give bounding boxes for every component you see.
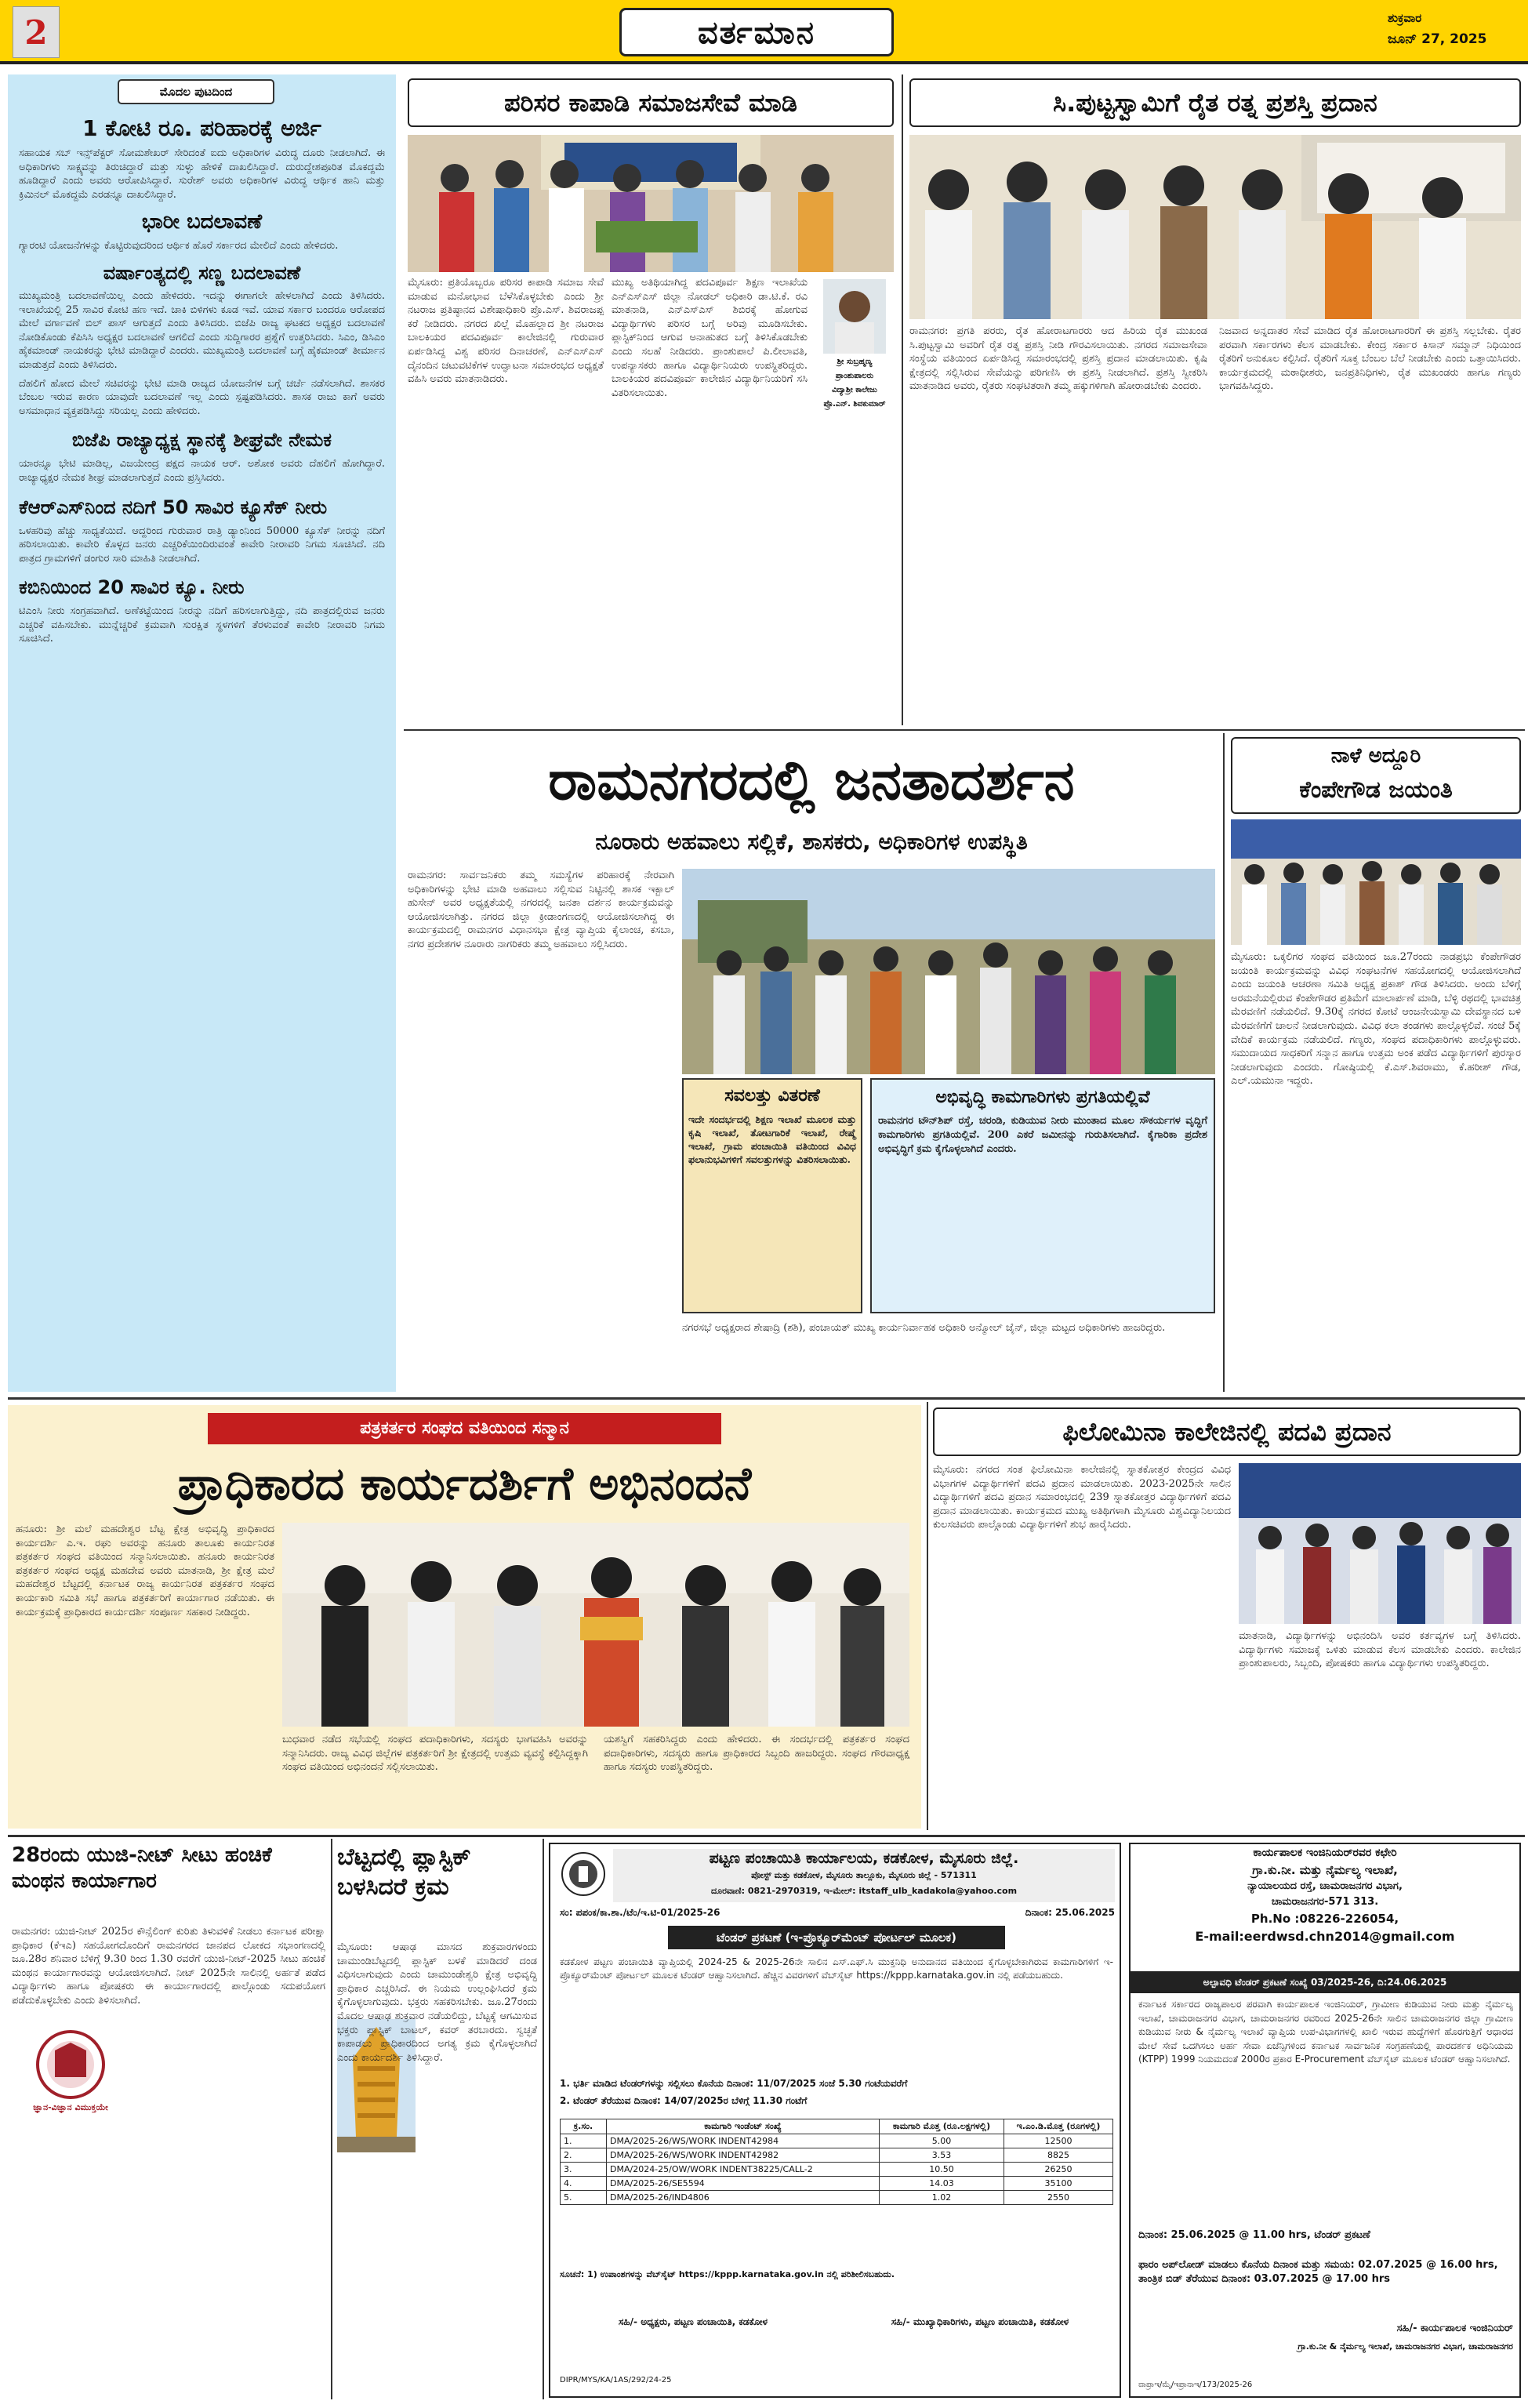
divider	[543, 1839, 544, 2399]
page-number-text: 2	[24, 13, 48, 52]
table-cell: 1.	[561, 2134, 607, 2148]
kadakola-sign-left: ಸಹಿ/- ಅಧ್ಯಕ್ಷರು, ಪಟ್ಟಣ ಪಂಚಾಯಿತಿ, ಕಡಕೋಳ	[619, 2316, 768, 2327]
kadakola-code: DIPR/MYS/KA/1AS/292/24-25	[560, 2376, 672, 2384]
workshop-text: ರಾಮನಗರ: ಯುಜಿ-ನೀಟ್ 2025ರ ಕೌನ್ಸೆಲಿಂಗ್ ಕುರಿತು ತಿಳುವಳಿಕೆ ನೀಡಲು ಕರ್ನಾಟಕ ಪರೀಕ್ಷಾ ಪ್ರಾಧಿಕಾರ (ಕೆಇಎ) ಸಹಯೋಗದೊಂದಿಗೆ ರಾಮನಗರದ ಜಾನಪದ ಲೋಕದ ಸಭಾಂಗಣದಲ್ಲಿ ಜೂ.28ರ ಶನಿವಾರ ಬೆಳಿಗ್ಗೆ 9.30 ರಿಂದ 1.30 ರವರೆಗೆ ಯುಜಿ-ನೀಟ್-2025 ಸೀಟು ಹಂಚಿಕೆ ಮಂಥನ ಕಾರ್ಯಾಗಾರವನ್ನು ಆಯೋಜಿಸಲಾಗಿದೆ. ನೀಟ್ 2025ನೇ ಸಾಲಿನಲ್ಲಿ ಅರ್ಹತೆ ಪಡೆದ ವಿದ್ಯಾರ್ಥಿಗಳು ಹಾಗೂ ಪೋಷಕರು ಈ ಕಾರ್ಯಾಗಾರದಲ್ಲಿ ಪಾಲ್ಗೊಂಡು ಸದುಪಯೋಗ ಪಡೆದುಕೊಳ್ಳಬೇಕು ಎಂದು ತಿಳಿಸಲಾಗಿದೆ.	[12, 1926, 325, 2007]
plastic-text: ಮೈಸೂರು: ಆಷಾಢ ಮಾಸದ ಶುಕ್ರವಾರಗಳಂದು ಚಾಮುಂಡಿಬೆಟ್ಟದಲ್ಲಿ ಪ್ಲಾಸ್ಟಿಕ್ ಬಳಕೆ ಮಾಡಿದರೆ ದಂಡ ವಿಧಿಸಲಾಗುವುದು ಎಂದು ಚಾಮುಂಡೇಶ್ವರಿ ಕ್ಷೇತ್ರ ಅಭಿವೃದ್ಧಿ ಪ್ರಾಧಿಕಾರ ಎಚ್ಚರಿಸಿದೆ. ಈ ನಿಯಮ ಉಲ್ಲಂಘಿಸಿದರೆ ಕ್ರಮ ಕೈಗೊಳ್ಳಲಾಗುವುದು. ಭಕ್ತರು ಸಹಕರಿಸಬೇಕು. ಜೂ.27ರಂದು ಮೊದಲ ಆಷಾಢ ಶುಕ್ರವಾರ ನಡೆಯಲಿದ್ದು, ಬೆಟ್ಟಕ್ಕೆ ಆಗಮಿಸುವ ಭಕ್ತರು ಪ್ಲಾಸ್ಟಿಕ್ ಬಾಟಲ್, ಕವರ್ ತರಬಾರದು. ಸ್ವಚ್ಛತೆ ಕಾಪಾಡಲು ಪ್ರಾಧಿಕಾರದಿಂದ ಅಗತ್ಯ ಕ್ರಮ ಕೈಗೊಳ್ಳಲಾಗಿದೆ ಎಂದು ಕಾರ್ಯದರ್ಶಿ ತಿಳಿಸಿದ್ದಾರೆ.	[337, 1941, 537, 2064]
lc-text-2: ಗ್ಯಾರಂಟಿ ಯೋಜನೆಗಳನ್ನು ಕೊಟ್ಟಿರುವುದರಿಂದ ಆರ್ಥಿಕ ಹೊರೆ ಸರ್ಕಾರದ ಮೇಲಿದೆ ಎಂದು ಹೇಳಿದರು.	[19, 240, 339, 252]
lc-heading-2: ಭಾರೀ ಬದಲಾವಣೆ	[141, 210, 263, 234]
parisara-col-2: ಮುಖ್ಯ ಅತಿಥಿಯಾಗಿದ್ದ ಪದವಿಪೂರ್ವ ಶಿಕ್ಷಣ ಇಲಾಖೆಯ ಎನ್‌ಎಸ್‌ಎಸ್ ಜಿಲ್ಲಾ ನೋಡಲ್ ಅಧಿಕಾರಿ ಡಾ.ಟಿ.ಕೆ. ರವಿ ಮಾತನಾಡಿ, ಎನ್‌ಎಸ್‌ಎಸ್ ಶಿಬಿರಕ್ಕೆ ಹೋಗುವ ವಿದ್ಯಾರ್ಥಿಗಳು ಪರಿಸರ ಬಗ್ಗೆ ಅರಿವು ಮೂಡಿಸಬೇಕು. ಪ್ಲಾಸ್ಟಿಕ್‌ನಿಂದ ಆಗುವ ಅನಾಹುತದ ಬಗ್ಗೆ ತಿಳಿಸಿಕೊಡಬೇಕು ಎಂದು ಸಲಹೆ ನೀಡಿದರು. ಪ್ರಾಂಶುಪಾಲೆ ಪಿ.ಲೀಲಾವತಿ, ಉಪನ್ಯಾಸಕರು ಹಾಗೂ ವಿದ್ಯಾರ್ಥಿನಿಯರು ಉಪಸ್ಥಿತರಿದ್ದರು. ಬಾಲಕಿಯರ ಪದವಿಪೂರ್ವ ಕಾಲೇಜಿನ ವಿದ್ಯಾರ್ಥಿನಿಯರಿಗೆ ಸಸಿ ವಿತರಿಸಲಾಯಿತು.	[612, 277, 808, 399]
eerdwsd-header	[1131, 1844, 1519, 1970]
masthead-date: ಜೂನ್ 27, 2025	[1388, 31, 1487, 47]
abhivruddhi-title: ಅಭಿವೃದ್ಧಿ ಕಾಮಗಾರಿಗಳು ಪ್ರಗತಿಯಲ್ಲಿವೆ	[935, 1088, 1150, 1107]
eerdwsd-line-3: ನ್ಯಾಯಾಲಯದ ರಸ್ತೆ, ಚಾಮರಾಜನಗರ ವಿಭಾಗ,	[1247, 1880, 1403, 1892]
parisara-photo	[408, 135, 894, 272]
eerdwsd-line-1: ಕಾರ್ಯಪಾಲಕ ಇಂಜಿನಿಯರ್‌ರವರ ಕಛೇರಿ	[1253, 1847, 1397, 1859]
divider	[927, 1402, 928, 1830]
eerdwsd-schedule-2: ಫಾರಂ ಅಪ್‌ಲೋಡ್ ಮಾಡಲು ಕೊನೆಯ ದಿನಾಂಕ ಮತ್ತು ಸಮಯ: 02.07.2025 @ 16.00 hrs, ತಾಂತ್ರಿಕ ಬಿಡ್ ತೆರೆಯುವ ದಿನಾಂಕ: 03.07.2025 @ 17.00 hrs	[1138, 2259, 1498, 2285]
table-cell: 5.	[561, 2191, 607, 2205]
kadakola-header	[613, 1849, 1115, 1902]
lc-heading-4: ಬಿಜೆಪಿ ರಾಜ್ಯಾಧ್ಯಕ್ಷ ಸ್ಥಾನಕ್ಕೆ ಶೀಘ್ರವೇ ನೇಮಕ	[71, 429, 332, 452]
kempegowda-text: ಮೈಸೂರು: ಒಕ್ಕಲಿಗರ ಸಂಘದ ವತಿಯಿಂದ ಜೂ.27ರಂದು ನಾಡಪ್ರಭು ಕೆಂಪೇಗೌಡರ ಜಯಂತಿ ಕಾರ್ಯಕ್ರಮವನ್ನು ವಿವಿಧ ಸಂಘಟನೆಗಳ ಸಹಯೋಗದಲ್ಲಿ ಆಯೋಜಿಸಲಾಗಿದೆ ಎಂದು ಜಯಂತಿ ಆಚರಣಾ ಸಮಿತಿ ಅಧ್ಯಕ್ಷ ಪ್ರಕಾಶ್ ಗೌಡ ತಿಳಿಸಿದರು. ಅಂದು ಬೆಳಿಗ್ಗೆ ಅರಮನೆಯಲ್ಲಿರುವ ಕೆಂಪೇಗೌಡರ ಪ್ರತಿಮೆಗೆ ಮಾಲಾರ್ಪಣೆ ಮಾಡಿ, ಬೆಳ್ಳಿ ರಥದಲ್ಲಿ ಭಾವಚಿತ್ರ ಮೆರವಣಿಗೆ ನಡೆಯಲಿದೆ. 9.30ಕ್ಕೆ ನಗರದ ಕೋಟೆ ಆಂಜನೇಯಸ್ವಾಮಿ ದೇವಸ್ಥಾನದ ಬಳಿ ಮೆರವಣಿಗೆಗೆ ಚಾಲನೆ ನೀಡಲಾಗುವುದು. ವಿವಿಧ ಕಲಾ ತಂಡಗಳು ಪಾಲ್ಗೊಳ್ಳಲಿವೆ. ಸಂಜೆ 5ಕ್ಕೆ ವೇದಿಕೆ ಕಾರ್ಯಕ್ರಮ ನಡೆಯಲಿದೆ. ಗಣ್ಯರು, ಸಂಘದ ಪದಾಧಿಕಾರಿಗಳು ಪಾಲ್ಗೊಳ್ಳುವರು. ಸಮುದಾಯದ ಸಾಧಕರಿಗೆ ಸನ್ಮಾನ ಹಾಗೂ ಉತ್ತಮ ಅಂಕ ಪಡೆದ ವಿದ್ಯಾರ್ಥಿಗಳಿಗೆ ಪುರಸ್ಕಾರ ನೀಡಲಾಗುವುದು ಎಂದರು. ಗೋಷ್ಠಿಯಲ್ಲಿ ಕೆ.ಎಸ್.ಶಿವರಾಮು, ಕೆ.ಹರೀಶ್ ಗೌಡ, ಎಲ್.ಯಮುನಾ ಇದ್ದರು.	[1231, 951, 1521, 1088]
parisara-inset	[815, 274, 894, 427]
table-cell: 12500	[1004, 2134, 1113, 2148]
kadakola-contact: ದೂರವಾಣಿ: 0821-2970319, ಇ-ಮೇಲ್: itstaff_ulb_kadakola@yahoo.com	[710, 1886, 1018, 1896]
parisara-inset-cap-3: ವಿದ್ಯಾಶ್ರೀ ಕಾಲೇಜು	[832, 386, 877, 394]
ramanagara-photo	[682, 869, 1215, 1074]
savalattu-title: ಸವಲತ್ತು ವಿತರಣೆ	[724, 1086, 820, 1106]
table-header-cell: ಕಾಮಗಾರಿ ಇಂಡೆಂಟ್ ಸಂಖ್ಯೆ	[607, 2119, 880, 2134]
pradhikara-headline: ಪ್ರಾಧಿಕಾರದ ಕಾರ್ಯದರ್ಶಿಗೆ ಅಭಿನಂದನೆ	[177, 1457, 752, 1510]
philomena-headline-box	[933, 1407, 1521, 1456]
table-cell: 2.	[561, 2148, 607, 2163]
continued-label-box	[118, 79, 274, 104]
parisara-inset-photo	[823, 279, 886, 354]
pradhikara-banner-text: ಪತ್ರಕರ್ತರ ಸಂಘದ ವತಿಯಿಂದ ಸನ್ಮಾನ	[360, 1418, 569, 1438]
masthead-title-box	[619, 8, 894, 56]
eerdwsd-sign-2: ಗ್ರಾ.ಕು.ನೀ & ನೈರ್ಮಲ್ಯ ಇಲಾಖೆ, ಚಾಮರಾಜನಗರ ವಿಭಾಗ, ಚಾಮರಾಜನಗರ	[1298, 2341, 1513, 2352]
table-row	[561, 2191, 1113, 2205]
table-row	[561, 2134, 1113, 2148]
divider	[8, 1835, 1525, 1837]
lc-heading-3: ವರ್ಷಾಂತ್ಯದಲ್ಲಿ ಸಣ್ಣ ಬದಲಾವಣೆ	[103, 261, 301, 284]
puttaswamy-headline-box	[909, 78, 1521, 127]
kadakola-org: ಪಟ್ಟಣ ಪಂಚಾಯಿತಿ ಕಾರ್ಯಾಲಯ, ಕಡಕೋಳ, ಮೈಸೂರು ಜಿಲ್ಲೆ.	[709, 1850, 1019, 1867]
parisara-headline: ಪರಿಸರ ಕಾಪಾಡಿ ಸಮಾಜಸೇವೆ ಮಾಡಿ	[504, 88, 797, 118]
paper-name: ವರ್ತಮಾನ	[698, 15, 815, 51]
eerdwsd-email: E-mail:eerdwsd.chn2014@gmail.com	[1195, 1929, 1455, 1944]
lc-text-4: ದೆಹಲಿಗೆ ಹೋದ ಮೇಲೆ ಸಚಿವರನ್ನು ಭೇಟಿ ಮಾಡಿ ರಾಜ್ಯದ ಯೋಜನೆಗಳ ಬಗ್ಗೆ ಚರ್ಚೆ ನಡೆಸಲಾಗಿದೆ. ಶಾಸಕರ ಬೆಂಬಲ ಇರುವ ಕಾರಣ ಯಾವುದೇ ಬದಲಾವಣೆ ಇಲ್ಲ ಎಂದು ಸ್ಪಷ್ಟಪಡಿಸಿದರು. ಶಾಸಕ ರಾಜು ಕಾಗೆ ಅವರು ಅಸಮಾಧಾನ ವ್ಯಕ್ತಪಡಿಸಿದ್ದು ಸರಿಯಲ್ಲ ಎಂದು ಹೇಳಿದರು.	[19, 377, 385, 417]
table-header-cell: ಕ್ರ.ಸಂ.	[561, 2119, 607, 2134]
abhivruddhi-text: ರಾಮನಗರ ಟೌನ್‌ಶಿಪ್ ರಸ್ತೆ, ಚರಂಡಿ, ಕುಡಿಯುವ ನೀರು ಮುಂತಾದ ಮೂಲ ಸೌಕರ್ಯಗಳ ವೃದ್ಧಿಗೆ ಕಾಮಗಾರಿಗಳು ಪ್ರಗತಿಯಲ್ಲಿವೆ. 200 ಎಕರೆ ಜಮೀನನ್ನು ಗುರುತಿಸಲಾಗಿದೆ. ಕೈಗಾರಿಕಾ ಪ್ರದೇಶ ಅಭಿವೃದ್ಧಿಗೆ ಕ್ರಮ ಕೈಗೊಳ್ಳಲಾಗಿದೆ ಎಂದರು.	[878, 1115, 1207, 1155]
ramanagara-col-1: ರಾಮನಗರ: ಸಾರ್ವಜನಿಕರು ತಮ್ಮ ಸಮಸ್ಯೆಗಳ ಪರಿಹಾರಕ್ಕೆ ನೇರವಾಗಿ ಅಧಿಕಾರಿಗಳನ್ನು ಭೇಟಿ ಮಾಡಿ ಅಹವಾಲು ಸಲ್ಲಿಸುವ ನಿಟ್ಟಿನಲ್ಲಿ ಶಾಸಕ ಇಕ್ಬಾಲ್ ಹುಸೇನ್ ಅವರ ಅಧ್ಯಕ್ಷತೆಯಲ್ಲಿ ನಗರದಲ್ಲಿ ಜನತಾ ದರ್ಶನ ಕಾರ್ಯಕ್ರಮವನ್ನು ಆಯೋಜಿಸಲಾಗಿತ್ತು. ನಗರದ ಜಿಲ್ಲಾ ಕ್ರೀಡಾಂಗಣದಲ್ಲಿ ಆಯೋಜಿಸಲಾಗಿದ್ದ ಈ ಕಾರ್ಯಕ್ರಮದಲ್ಲಿ ರಾಮನಗರ ವಿಧಾನಸಭಾ ಕ್ಷೇತ್ರ ವ್ಯಾಪ್ತಿಯ ಕೈಲಾಂಚ, ಕಸಬಾ, ನಗರ ಪ್ರದೇಶಗಳ ನೂರಾರು ನಾಗರಿಕರು ತಮ್ಮ ಅಹವಾಲು ಸಲ್ಲಿಸಿದರು.	[408, 870, 674, 950]
left-continued-column	[8, 74, 396, 1392]
kadakola-tender-table	[560, 2119, 1113, 2205]
pradhikara-photo	[282, 1523, 909, 1727]
pradhikara-banner	[208, 1413, 721, 1444]
table-cell: 8825	[1004, 2148, 1113, 2163]
ramanagara-box-savalattu	[682, 1078, 862, 1313]
pradhikara-col-2: ಬುಧವಾರ ನಡೆದ ಸಭೆಯಲ್ಲಿ ಸಂಘದ ಪದಾಧಿಕಾರಿಗಳು, ಸದಸ್ಯರು ಭಾಗವಹಿಸಿ ಅವರನ್ನು ಸನ್ಮಾನಿಸಿದರು. ರಾಜ್ಯ ವಿವಿಧ ಜಿಲ್ಲೆಗಳ ಪತ್ರಕರ್ತರಿಗೆ ಶ್ರೀ ಕ್ಷೇತ್ರದಲ್ಲಿ ಉತ್ತಮ ವ್ಯವಸ್ಥೆ ಕಲ್ಪಿಸಿದ್ದಕ್ಕಾಗಿ ಸಂಘದ ವತಿಯಿಂದ ಅಭಿನಂದನೆ ಸಲ್ಲಿಸಲಾಯಿತು.	[282, 1734, 588, 1774]
eerdwsd-notice-header-box	[1131, 1971, 1519, 1993]
table-cell: DMA/2025-26/IND4806	[607, 2191, 880, 2205]
kempegowda-headline-1: ನಾಳೆ ಅದ್ದೂರಿ	[1330, 744, 1421, 768]
kadakola-body: ಕಡಕೋಳ ಪಟ್ಟಣ ಪಂಚಾಯಿತಿ ವ್ಯಾಪ್ತಿಯಲ್ಲಿ 2024-25 & 2025-26ನೇ ಸಾಲಿನ ಎಸ್.ಎಫ್.ಸಿ ಮುಕ್ತನಿಧಿ ಅನುದಾನದ ವತಿಯಿಂದ ಕೈಗೊಳ್ಳಬೇಕಾಗಿರುವ ಕಾಮಗಾರಿಗಳಿಗೆ ಇ-ಪ್ರೊಕ್ಯೂರ್‌ಮೆಂಟ್ ಪೋರ್ಟಲ್ ಮೂಲಕ ಟೆಂಡರ್ ಆಹ್ವಾನಿಸಲಾಗಿದೆ. ಹೆಚ್ಚಿನ ವಿವರಗಳಿಗೆ ವೆಬ್‌ಸೈಟ್ https://kppp.karnataka.gov.in ನಲ್ಲಿ ಪಡೆಯಬಹುದು.	[560, 1956, 1113, 1981]
lc-text-3: ಮುಖ್ಯಮಂತ್ರಿ ಬದಲಾವಣೆಯಿಲ್ಲ ಎಂದು ಹೇಳಿದರು. ಇದನ್ನು ಈಗಾಗಲೇ ಹೇಳಲಾಗಿದೆ ಎಂದು ತಿಳಿಸಿದರು. ಇಲಾಖೆಯಲ್ಲಿ 25 ಸಾವಿರ ಕೋಟಿ ಹಣ ಇದೆ. ಚಾಕಿ ಬಿಳಿಗಳು ಕೂಡ ಇವೆ. ಯಾವ ಸರ್ಕಾರ ಬಂದರೂ ಆರೋಪದ ಮೇಲೆ ವರ್ಗಾವಣೆ ಬಿಲ್ ಪಾಸ್ ಆಗುತ್ತದೆ ಎಂದು ತಿಳಿಸಿದರು. ಬಿಜೆಪಿ ರಾಜ್ಯ ಘಟಕದ ಅಧ್ಯಕ್ಷರ ಬದಲಾವಣೆ ನೋಡಿಕೊಂಡು ಕೆಪಿಸಿಸಿ ಅಧ್ಯಕ್ಷರ ಬದಲಾವಣೆ ಆಗಲಿದೆ ಎಂದು ಸುದ್ದಿಗಾರರ ಪ್ರಶ್ನೆಗೆ ಉತ್ತರಿಸಿದರು. ಸಿಎಂ, ಡಿಸಿಎಂ ಹೈಕಮಾಂಡ್ ನಾಯಕರನ್ನು ಭೇಟಿ ಮಾಡಿದ್ದಾರೆ ಎಂದರು. ಮುಖ್ಯಮಂತ್ರಿ ಬದಲಾವಣೆ ಬಗ್ಗೆ ಹೈಕಮಾಂಡ್ ತೀರ್ಮಾನ ಮಾಡುತ್ತದೆ ಎಂದು ತಿಳಿಸಿದರು.	[19, 289, 385, 371]
ramanagara-footer-text: ನಗರಸಭೆ ಅಧ್ಯಕ್ಷರಾದ ಶೇಷಾದ್ರಿ (ಶಶಿ), ಪಂಚಾಯತ್ ಮುಖ್ಯ ಕಾರ್ಯನಿರ್ವಾಹಕ ಅಧಿಕಾರಿ ಅನ್ಮೋಲ್ ಜೈನ್, ಜಿಲ್ಲಾ ಮಟ್ಟದ ಅಧಿಕಾರಿಗಳು ಹಾಜರಿದ್ದರು.	[682, 1322, 1166, 1334]
kadakola-sign-right: ಸಹಿ/- ಮುಖ್ಯಾಧಿಕಾರಿಗಳು, ಪಟ್ಟಣ ಪಂಚಾಯಿತಿ, ಕಡಕೋಳ	[891, 2316, 1069, 2327]
table-header-cell: ಕಾಮಗಾರಿ ಮೊತ್ತ (ರೂ.ಲಕ್ಷಗಳಲ್ಲಿ)	[880, 2119, 1004, 2134]
eerdwsd-tender-ad	[1129, 1843, 1521, 2398]
eerdwsd-code: ವಾಪ್ರಾಇ/ಮೈ/ಇಪ್ರಾನಾಇ/173/2025-26	[1138, 2381, 1253, 2389]
table-cell: DMA/2024-25/OW/WORK INDENT38225/CALL-2	[607, 2163, 880, 2177]
table-cell: 14.03	[880, 2177, 1004, 2191]
divider	[1223, 733, 1225, 1392]
philomena-col-1: ಮೈಸೂರು: ನಗರದ ಸಂತ ಫಿಲೋಮಿನಾ ಕಾಲೇಜಿನಲ್ಲಿ ಸ್ನಾತಕೋತ್ತರ ಕೇಂದ್ರದ ವಿವಿಧ ವಿಭಾಗಗಳ ವಿದ್ಯಾರ್ಥಿಗಳಿಗೆ ಪದವಿ ಪ್ರದಾನ ಮಾಡಲಾಯಿತು. 2023-2025ನೇ ಸಾಲಿನ ವಿದ್ಯಾರ್ಥಿಗಳಿಗೆ ಪದವಿ ಪ್ರದಾನ ಸಮಾರಂಭದಲ್ಲಿ 239 ಸ್ನಾತಕೋತ್ತರ ವಿದ್ಯಾರ್ಥಿಗಳಿಗೆ ಪದವಿ ಪ್ರದಾನ ಮಾಡಲಾಯಿತು. ಕಾರ್ಯಕ್ರಮದ ಮುಖ್ಯ ಅತಿಥಿಗಳಾಗಿ ಮೈಸೂರು ವಿಶ್ವವಿದ್ಯಾನಿಲಯದ ಕುಲಸಚಿವರು ಪಾಲ್ಗೊಂಡು ವಿದ್ಯಾರ್ಥಿಗಳಿಗೆ ಶುಭ ಹಾರೈಸಿದರು.	[933, 1464, 1231, 1531]
parisara-inset-cap-2: ಪ್ರಾಂಶುಪಾಲರು	[835, 372, 874, 380]
puttaswamy-photo	[909, 135, 1521, 319]
lc-text-5: ಯಾರನ್ನೂ ಭೇಟಿ ಮಾಡಿಲ್ಲ, ವಿಜಯೇಂದ್ರ ಪಕ್ಷದ ನಾಯಕ ಆರ್. ಅಶೋಕ ಅವರು ದೆಹಲಿಗೆ ಹೋಗಿದ್ದಾರೆ. ರಾಜ್ಯಾಧ್ಯಕ್ಷರ ನೇಮಕ ಶೀಘ್ರ ಮಾಡಲಾಗುತ್ತದೆ ಎಂದು ಪ್ರಸ್ತಿಸಿದರು.	[19, 458, 385, 484]
ramanagara-subhead: ನೂರಾರು ಅಹವಾಲು ಸಲ್ಲಿಕೆ, ಶಾಸಕರು, ಅಧಿಕಾರಿಗಳ ಉಪಸ್ಥಿತಿ	[595, 829, 1028, 855]
parisara-headline-box	[408, 78, 894, 127]
table-cell: 1.02	[880, 2191, 1004, 2205]
eerdwsd-notice-header: ಅಲ್ಪಾವಧಿ ಟೆಂಡರ್ ಪ್ರಕಟಣೆ ಸಂಖ್ಯೆ 03/2025-26, ದಿ:24.06.2025	[1203, 1977, 1447, 1988]
pradhikara-col-3: ಯಶಸ್ವಿಗೆ ಸಹಕರಿಸಿದ್ದರು ಎಂದು ಹೇಳಿದರು. ಈ ಸಂದರ್ಭದಲ್ಲಿ ಪತ್ರಕರ್ತರ ಸಂಘದ ಪದಾಧಿಕಾರಿಗಳು, ಸದಸ್ಯರು ಹಾಗೂ ಪ್ರಾಧಿಕಾರದ ಸಿಬ್ಬಂದಿ ಹಾಜರಿದ್ದರು. ಸಂಘದ ಗೌರವಾಧ್ಯಕ್ಷ ಹಾಗೂ ಸದಸ್ಯರು ಉಪಸ್ಥಿತರಿದ್ದರು.	[604, 1734, 909, 1774]
eerdwsd-body: ಕರ್ನಾಟಕ ಸರ್ಕಾರದ ರಾಜ್ಯಪಾಲರ ಪರವಾಗಿ ಕಾರ್ಯಪಾಲಕ ಇಂಜಿನಿಯರ್, ಗ್ರಾಮೀಣ ಕುಡಿಯುವ ನೀರು ಮತ್ತು ನೈರ್ಮಲ್ಯ ಇಲಾಖೆ, ಚಾಮರಾಜನಗರ ವಿಭಾಗ, ಚಾಮರಾಜನಗರ ರವರಿಂದ 2025-26ನೇ ಸಾಲಿನ ಚಾಮರಾಜನಗರ ಜಿಲ್ಲಾ ಗ್ರಾಮೀಣ ಕುಡಿಯುವ ನೀರು & ನೈರ್ಮಲ್ಯ ಇಲಾಖೆ ವ್ಯಾಪ್ತಿಯ ಉಪ-ವಿಭಾಗಗಳಲ್ಲಿ ಖಾಲಿ ಇರುವ ಹುದ್ದೆಗಳಿಗೆ ಹೊರಗುತ್ತಿಗೆ ಆಧಾರದ ಮೇಲೆ ಸೇವೆ ಒದಗಿಸಲು ಅರ್ಹ ಸೇವಾ ಏಜೆನ್ಸಿಗಳಿಂದ ಕರ್ನಾಟಕ ಸಾರ್ವಜನಿಕ ಸಂಗ್ರಹಣೆಯಲ್ಲಿ ಪಾರದರ್ಶಕ ಅಧಿನಿಯಮ (KTPP) 1999 ನಿಯಮದಂತೆ 2000ರ ಪ್ರಕಾರ E-Procurement ವೆಬ್‌ಸೈಟ್ ಮೂಲಕ ಟೆಂಡರ್ ಆಹ್ವಾನಿಸಲಾಗಿದೆ.	[1138, 1999, 1513, 2065]
table-cell: DMA/2025-26/WS/WORK INDENT42984	[607, 2134, 880, 2148]
table-cell: DMA/2025-26/SE5594	[607, 2177, 880, 2191]
left-stack	[19, 112, 385, 1390]
table-cell: 5.00	[880, 2134, 1004, 2148]
masthead	[0, 0, 1528, 64]
eerdwsd-line-2: ಗ್ರಾ.ಕು.ನೀ. ಮತ್ತು ನೈರ್ಮಲ್ಯ ಇಲಾಖೆ,	[1252, 1863, 1398, 1877]
kadakola-ref: ಸಂ: ಪಪಂಕ/ಕಾ.ಶಾ./ಟೆಂ/ಇ.ಟಿ-01/2025-26	[560, 1907, 720, 1918]
lc-heading-5: ಕೆಆರ್‌ಎಸ್‌ನಿಂದ ನದಿಗೆ 50 ಸಾವಿರ ಕ್ಯೂಸೆಕ್ ನೀರು	[19, 496, 328, 518]
eerdwsd-sign: ಸಹಿ/- ಕಾರ್ಯಪಾಲಕ ಇಂಜಿನಿಯರ್	[1396, 2323, 1513, 2334]
pradhikara-section	[8, 1405, 921, 1829]
kempegowda-headline-box	[1231, 737, 1521, 814]
pradhikara-col-1: ಹನೂರು: ಶ್ರೀ ಮಲೆ ಮಹದೇಶ್ವರ ಬೆಟ್ಟ ಕ್ಷೇತ್ರ ಅಭಿವೃದ್ಧಿ ಪ್ರಾಧಿಕಾರದ ಕಾರ್ಯದರ್ಶಿ ಎ.ಇ. ರಘು ಅವರನ್ನು ಹನೂರು ತಾಲೂಕು ಕಾರ್ಯನಿರತ ಪತ್ರಕರ್ತರ ಸಂಘದ ವತಿಯಿಂದ ಸನ್ಮಾನಿಸಲಾಯಿತು. ಹನೂರು ಕಾರ್ಯನಿರತ ಪತ್ರಕರ್ತರ ಸಂಘದ ಅಧ್ಯಕ್ಷ ಮಹದೇವ ಅವರು ಮಾತನಾಡಿ, ಶ್ರೀ ಕ್ಷೇತ್ರ ಮಲೆ ಮಹದೇಶ್ವರ ಬೆಟ್ಟದಲ್ಲಿ ಕರ್ನಾಟಕ ರಾಜ್ಯ ಕಾರ್ಯನಿರತ ಪತ್ರಕರ್ತರ ಸಂಘದ ಕಾರ್ಯಕಾರಿ ಸಮಿತಿ ಸಭೆ ಹಾಗೂ ಪತ್ರಕರ್ತರಿಗೆ ಕಾರ್ಯಾಗಾರ ನಡೆಯಿತು. ಈ ಕಾರ್ಯಕ್ರಮಕ್ಕೆ ಪ್ರಾಧಿಕಾರದ ಕಾರ್ಯದರ್ಶಿ ಸಂಪೂರ್ಣ ಸಹಕಾರ ನೀಡಿದ್ದರು.	[16, 1524, 274, 1618]
table-row	[561, 2148, 1113, 2163]
lc-text-1: ಸಹಾಯಕ ಸಬ್ ಇನ್ಸ್‌ಪೆಕ್ಟರ್ ಸೋಮಶೇಖರ್ ಸೇರಿದಂತೆ ಐದು ಅಧಿಕಾರಿಗಳ ವಿರುದ್ಧ ದೂರು ನೀಡಲಾಗಿದೆ. ಈ ಅಧಿಕಾರಿಗಳು ಸಾಕ್ಷ್ಯವನ್ನು ತಿರುಚಿದ್ದಾರೆ ಮತ್ತು ಸುಳ್ಳು ಹೇಳಿಕೆ ದಾಖಲಿಸಿದ್ದಾರೆ. ದುರುದ್ದೇಶಪೂರಿತ ಮೊಕದ್ದಮೆ ಹೂಡಿದ್ದಾರೆ ಎಂದು ಅವರು ಆರೋಪಿಸಿದ್ದಾರೆ. ಸುರೇಶ್ ಅವರು ಅಧಿಕಾರಿಗಳ ವಿರುದ್ಧ ಆರ್ಥಿಕ ಹಾನಿ ಮತ್ತು ಕ್ರಿಮಿನಲ್ ಮೊಕದ್ದಮೆ ಎರಡನ್ನೂ ದಾಖಲಿಸಿದ್ದಾರೆ.	[19, 147, 385, 201]
workshop-headline: 28ರಂದು ಯುಜಿ-ನೀಟ್ ಸೀಟು ಹಂಚಿಕೆ ಮಂಥನ ಕಾರ್ಯಾಗಾರ	[12, 1843, 272, 1893]
kadakola-notice-title-box	[668, 1926, 1005, 1949]
kadakola-date: ದಿನಾಂಕ: 25.06.2025	[1025, 1907, 1115, 1918]
kadakola-dates-2: 2. ಟೆಂಡರ್ ತೆರೆಯುವ ದಿನಾಂಕ: 14/07/2025ರ ಬೆಳಿಗ್ಗೆ 11.30 ಗಂಟೆಗೆ	[560, 2095, 808, 2106]
eerdwsd-schedule-1: ದಿನಾಂಕ: 25.06.2025 @ 11.00 hrs, ಟೆಂಡರ್ ಪ್ರಕಟಣೆ	[1138, 2229, 1370, 2241]
plastic-headline: ಬೆಟ್ಟದಲ್ಲಿ ಪ್ಲಾಸ್ಟಿಕ್ ಬಳಸಿದರೆ ಕ್ರಮ	[337, 1843, 471, 1901]
table-cell: 3.53	[880, 2148, 1004, 2163]
continued-label: ಮೊದಲ ಪುಟದಿಂದ	[159, 85, 233, 99]
table-header-row	[561, 2119, 1113, 2134]
divider	[404, 729, 1525, 731]
kadakola-notice-title: ಟೆಂಡರ್ ಪ್ರಕಟಣೆ (ಇ-ಪ್ರೊಕ್ಯೂರ್‌ಮೆಂಟ್ ಪೋರ್ಟಲ್ ಮೂಲಕ)	[716, 1930, 957, 1945]
table-cell: 4.	[561, 2177, 607, 2191]
philomena-col-2: ಮಾತನಾಡಿ, ವಿದ್ಯಾರ್ಥಿಗಳನ್ನು ಅಭಿನಂದಿಸಿ ಅವರ ಕರ್ತವ್ಯಗಳ ಬಗ್ಗೆ ತಿಳಿಸಿದರು. ವಿದ್ಯಾರ್ಥಿಗಳು ಸಮಾಜಕ್ಕೆ ಒಳಿತು ಮಾಡುವ ಕೆಲಸ ಮಾಡಬೇಕು ಎಂದರು. ಕಾಲೇಜಿನ ಪ್ರಾಂಶುಪಾಲರು, ಸಿಬ್ಬಂದಿ, ಪೋಷಕರು ಹಾಗೂ ವಿದ್ಯಾರ್ಥಿಗಳು ಉಪಸ್ಥಿತರಿದ್ದರು.	[1239, 1630, 1521, 1670]
lc-text-6: ಒಳಹರಿವು ಹೆಚ್ಚು ಸಾಧ್ಯತೆಯಿದೆ. ಆದ್ದರಿಂದ ಗುರುವಾರ ರಾತ್ರಿ ಡ್ಯಾಂನಿಂದ 50000 ಕ್ಯೂಸೆಕ್ ನೀರನ್ನು ನದಿಗೆ ಹರಿಸಲಾಯಿತು. ಕಾವೇರಿ ಕೊಳ್ಳದ ಜನರು ಎಚ್ಚರಿಕೆಯಿಂದಿರುವಂತೆ ಕಾವೇರಿ ನೀರಾವರಿ ನಿಗಮ ಸೂಚಿಸಿದೆ. ನದಿ ಪಾತ್ರದ ಗ್ರಾಮಗಳಿಗೆ ಡಂಗುರ ಸಾರಿ ಮಾಹಿತಿ ನೀಡಲಾಗಿದೆ.	[19, 525, 385, 565]
kadakola-footer-note: ಸೂಚನೆ: 1) ಉಪಾಂಶಗಳನ್ನು ವೆಬ್‌ಸೈಟ್ https://kppp.karnataka.gov.in ನಲ್ಲಿ ಪರಿಶೀಲಿಸಬಹುದು.	[560, 2269, 895, 2279]
puttaswamy-col-1: ರಾಮನಗರ: ಪ್ರಗತಿ ಪರರು, ರೈತ ಹೋರಾಟಗಾರರು ಆದ ಹಿರಿಯ ರೈತ ಮುಖಂಡ ಸಿ.ಪುಟ್ಟಸ್ವಾಮಿ ಅವರಿಗೆ ರೈತ ರತ್ನ ಪ್ರಶಸ್ತಿ ನೀಡಿ ಗೌರವಿಸಲಾಯಿತು. ನಗರದ ಸಮಾಜಸೇವಾ ಸಂಸ್ಥೆಯ ವತಿಯಿಂದ ಏರ್ಪಡಿಸಿದ್ದ ಸಮಾರಂಭದಲ್ಲಿ ಪ್ರಶಸ್ತಿ ಪ್ರದಾನ ಮಾಡಲಾಯಿತು. ಕೃಷಿ ಕ್ಷೇತ್ರದಲ್ಲಿ ಸಲ್ಲಿಸಿರುವ ಸೇವೆಯನ್ನು ಪರಿಗಣಿಸಿ ಈ ಪ್ರಶಸ್ತಿ ನೀಡಲಾಗಿದೆ. ಪ್ರಶಸ್ತಿ ಸ್ವೀಕರಿಸಿ ಮಾತನಾಡಿದ ಅವರು, ರೈತರು ಸಂಘಟಿತರಾಗಿ ತಮ್ಮ ಹಕ್ಕುಗಳಿಗಾಗಿ ಹೋರಾಡಬೇಕು ಎಂದರು.	[909, 325, 1207, 393]
kadakola-emblem	[560, 1850, 607, 1898]
savalattu-text: ಇದೇ ಸಂದರ್ಭದಲ್ಲಿ ಶಿಕ್ಷಣ ಇಲಾಖೆ ಮೂಲಕ ಮತ್ತು ಕೃಷಿ ಇಲಾಖೆ, ತೋಟಗಾರಿಕೆ ಇಲಾಖೆ, ರೇಷ್ಮೆ ಇಲಾಖೆ, ಗ್ರಾಮ ಪಂಚಾಯಿತಿ ವತಿಯಿಂದ ವಿವಿಧ ಫಲಾನುಭವಿಗಳಿಗೆ ಸವಲತ್ತುಗಳನ್ನು ವಿತರಿಸಲಾಯಿತು.	[688, 1113, 856, 1165]
kempegowda-headline-2: ಕೆಂಪೇಗೌಡ ಜಯಂತಿ	[1299, 776, 1453, 804]
eerdwsd-line-4: ಚಾಮರಾಜನಗರ-571 313.	[1271, 1896, 1379, 1908]
ramanagara-box-abhivruddhi	[870, 1078, 1215, 1313]
table-row	[561, 2177, 1113, 2191]
table-header-cell: ಇ.ಎಂ.ಡಿ.ಮೊತ್ತ (ರೂಗಳಲ್ಲಿ)	[1004, 2119, 1113, 2134]
philomena-headline: ಫಿಲೋಮಿನಾ ಕಾಲೇಜಿನಲ್ಲಿ ಪದವಿ ಪ್ರದಾನ	[1062, 1417, 1392, 1447]
puttaswamy-headline: ಸಿ.ಪುಟ್ಟಸ್ವಾಮಿಗೆ ರೈತ ರತ್ನ ಪ್ರಶಸ್ತಿ ಪ್ರದಾನ	[1053, 88, 1377, 118]
puttaswamy-col-2: ನಿಜವಾದ ಅನ್ನದಾತರ ಸೇವೆ ಮಾಡಿದ ರೈತ ಹೋರಾಟಗಾರರಿಗೆ ಈ ಪ್ರಶಸ್ತಿ ಸಲ್ಲಬೇಕು. ರೈತರ ಪರವಾಗಿ ಸರ್ಕಾರಗಳು ಕೆಲಸ ಮಾಡಬೇಕು. ಕೇಂದ್ರ ಸರ್ಕಾರ ಕಿಸಾನ್ ಸಮ್ಮಾನ್ ನಿಧಿಯಿಂದ ರೈತರಿಗೆ ಅನುಕೂಲ ಕಲ್ಪಿಸಿದೆ. ರೈತರಿಗೆ ಸೂಕ್ತ ಬೆಂಬಲ ಬೆಲೆ ನೀಡಬೇಕು ಎಂದು ಒತ್ತಾಯಿಸಿದರು. ಕಾರ್ಯಕ್ರಮದಲ್ಲಿ ಮಠಾಧೀಶರು, ಜನಪ್ರತಿನಿಧಿಗಳು, ರೈತ ಮುಖಂಡರು ಹಾಗೂ ಗಣ್ಯರು ಭಾಗವಹಿಸಿದ್ದರು.	[1219, 325, 1521, 393]
table-cell: DMA/2025-26/WS/WORK INDENT42982	[607, 2148, 880, 2163]
table-cell: 3.	[561, 2163, 607, 2177]
lc-text-7: ಟಿಎಂಸಿ ನೀರು ಸಂಗ್ರಹವಾಗಿದೆ. ಅಣೆಕಟ್ಟೆಯಿಂದ ನೀರನ್ನು ನದಿಗೆ ಹರಿಸಲಾಗುತ್ತಿದ್ದು, ನದಿ ಪಾತ್ರದಲ್ಲಿರುವ ಜನರು ಎಚ್ಚರಿಕೆ ವಹಿಸಬೇಕು. ಮುನ್ನೆಚ್ಚರಿಕೆ ಕ್ರಮವಾಗಿ ಸುರಕ್ಷಿತ ಸ್ಥಳಗಳಿಗೆ ತೆರಳುವಂತೆ ಕಾವೇರಿ ನೀರಾವರಿ ನಿಗಮ ಸೂಚಿಸಿದೆ.	[19, 605, 385, 645]
table-cell: 10.50	[880, 2163, 1004, 2177]
parisara-col-1: ಮೈಸೂರು: ಪ್ರತಿಯೊಬ್ಬರೂ ಪರಿಸರ ಕಾಪಾಡಿ ಸಮಾಜ ಸೇವೆ ಮಾಡುವ ಮನೋಭಾವ ಬೆಳೆಸಿಕೊಳ್ಳಬೇಕು ಎಂದು ಶ್ರೀ ನಟರಾಜ ಪ್ರತಿಷ್ಠಾನದ ವಿಶೇಷಾಧಿಕಾರಿ ಪ್ರೊ.ಎಸ್. ಶಿವರಾಜಪ್ಪ ಕರೆ ನೀಡಿದರು. ನಗರದ ಖಿಲ್ಲೆ ಮೊಹಲ್ಲಾದ ಶ್ರೀ ನಟರಾಜ ಬಾಲಕಿಯರ ಪದವಿಪೂರ್ವ ಕಾಲೇಜಿನಲ್ಲಿ ಗುರುವಾರ ಏರ್ಪಡಿಸಿದ್ದ ವಿಶ್ವ ಪರಿಸರ ದಿನಾಚರಣೆ, ಎನ್‌ಎಸ್‌ಎಸ್ ದೈನಂದಿನ ಚಟುವಟಿಕೆಗಳ ಉದ್ಘಾಟನಾ ಸಮಾರಂಭದ ಅಧ್ಯಕ್ಷತೆ ವಹಿಸಿ ಅವರು ಮಾತನಾಡಿದರು.	[408, 277, 604, 386]
eerdwsd-phone: Ph.No :08226-226054,	[1250, 1912, 1399, 1926]
divider	[902, 74, 903, 725]
parisara-inset-cap-1: ಶ್ರೀ ಸುಬ್ರಹ್ಮಣ್ಯ	[837, 358, 873, 366]
table-cell: 2550	[1004, 2191, 1113, 2205]
table-cell: 35100	[1004, 2177, 1113, 2191]
table-row	[561, 2163, 1113, 2177]
kempegowda-photo	[1231, 819, 1521, 945]
kadakola-tender-ad	[549, 1843, 1121, 2398]
ramanagara-headline: ರಾಮನಗರದಲ್ಲಿ ಜನತಾದರ್ಶನ	[548, 748, 1075, 812]
lc-heading-6: ಕಬಿನಿಯಿಂದ 20 ಸಾವಿರ ಕ್ಯೂ. ನೀರು	[19, 576, 245, 599]
philomena-photo	[1239, 1463, 1521, 1624]
table-cell: 26250	[1004, 2163, 1113, 2177]
workshop-logo-text: ಜ್ಞಾನ-ವಿಜ್ಞಾನ ವಿಮುಕ್ತಯೇ	[33, 2102, 108, 2112]
parisara-inset-cap-4: ಪ್ರೊ.ಎನ್. ಶಿವಕುಮಾರ್	[823, 400, 886, 409]
divider	[8, 1397, 1525, 1400]
page-number	[13, 6, 60, 58]
lc-heading-1: 1 ಕೋಟಿ ರೂ. ಪರಿಹಾರಕ್ಕೆ ಅರ್ಜಿ	[82, 115, 321, 141]
kadakola-address: ಪೋಸ್ಟ್ ಮತ್ತು ಕಡಕೋಳ, ಮೈಸೂರು ತಾಲ್ಲೂಕು, ಮೈಸೂರು ಜಿಲ್ಲೆ - 571311	[751, 1870, 977, 1880]
divider	[331, 1839, 332, 2399]
kadakola-dates-1: 1. ಭರ್ತಿ ಮಾಡಿದ ಟೆಂಡರ್‌ಗಳನ್ನು ಸಲ್ಲಿಸಲು ಕೊನೆಯ ದಿನಾಂಕ: 11/07/2025 ಸಂಜೆ 5.30 ಗಂಟೆಯವರೆಗೆ	[560, 2078, 908, 2089]
masthead-day: ಶುಕ್ರವಾರ	[1388, 11, 1422, 25]
